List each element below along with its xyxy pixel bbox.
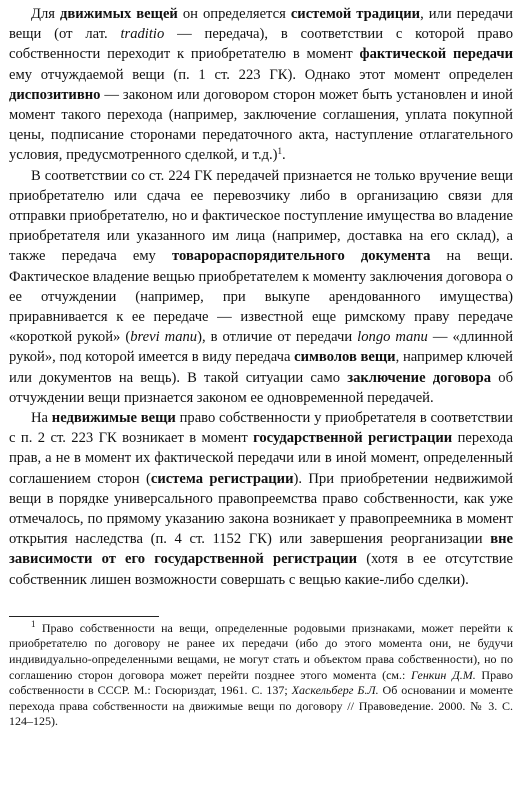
paragraph-immovable-things: [9, 408, 513, 590]
bold-term: вне зависимости от его государственной регистрации: [9, 531, 513, 568]
text-run: об отчуждении вещи признается законом ее одновременной передачей.: [9, 369, 514, 406]
footnote-separator: [9, 616, 159, 617]
text-run: ). При приобретении недвижимой вещи в порядке универсального правопреемства право собственности, как уже отмечалось, по прямому указанию закона возникает у правопреемника в момент открытия наследства (п. 4 ст. 1152 ГК) или завершения реорганизации: [9, 470, 513, 548]
bold-term: товарораспорядительного документа: [172, 248, 431, 265]
text-run: право собственности у приобретателя в соответствии с п. 2 ст. 223 ГК возникает в момент: [9, 410, 513, 447]
italic-term: brevi manu: [130, 329, 198, 346]
text-run: Право собственности на вещи, определенные родовыми признаками, может перейти к приобретателю по договору не ранее их передачи (ибо до этого момента они, не будучи индивидуально-определенными вещами, не могут стать и объектом права собственности), но по соглашению сторон договора может перейти позднее этого момента (см.:: [9, 620, 513, 682]
text-run: — «длинной рукой», под которой имеется в виду передача: [9, 329, 513, 366]
text-run: ), в отличие от передачи: [197, 329, 358, 346]
text-run: — законом или договором сторон может быть установлен и иной момент такого перехода (например, заключение соглашения, уплата покупной цены, подписание сторонами передаточного акта, наступление отлагательного условия, предусмотренного сделкой, и т.д.): [9, 86, 513, 164]
italic-term: Хаскельберг Б.Л.: [291, 683, 379, 698]
bold-term: символов вещи: [294, 349, 396, 366]
text-run: , например ключей или документов на вещь). В такой ситуации само: [9, 349, 513, 386]
italic-term: longo manu: [357, 329, 428, 346]
paragraph-transfer-definition: [9, 166, 513, 408]
footnote-marker: 1: [31, 618, 36, 629]
text-run: На: [31, 410, 52, 427]
bold-term: фактической передачи: [359, 46, 513, 63]
text-run: , или передачи вещи (от лат.: [9, 6, 513, 43]
text-run: (хотя в ее отсутствие собственник лишен возможности совершать с вещью какие-либо сделки).: [9, 551, 514, 588]
bold-term: системой традиции: [290, 6, 421, 22]
bold-term: система регистрации: [150, 470, 294, 487]
text-run: Об основании и моменте перехода права собственности на движимые вещи по договору // Правоведение. 2000. № 3. С. 124–125).: [9, 683, 513, 729]
italic-term: traditio: [120, 26, 165, 43]
text-run: ему отчуждаемой вещи (п. 1 ст. 223 ГК). Однако этот момент определен: [9, 66, 513, 83]
text-run: .: [282, 147, 286, 164]
paragraph-movable-things: [9, 4, 513, 166]
text-run: В соответствии со ст. 224 ГК передачей признается не только вручение вещи приобретателю или сдача ее перевозчику либо в организацию связи для отправки приобретателю, но и фактическое поступление имущества во владение приобретателя или указанного им лица (например, доставка на его склад), а также передача ему: [9, 167, 513, 265]
footnote-1: [9, 618, 514, 730]
bold-term: движимых вещей: [59, 6, 178, 22]
footnote-marker: 1: [277, 146, 283, 157]
italic-term: Генкин Д.М.: [411, 667, 476, 682]
bold-term: государственной регистрации: [253, 430, 453, 447]
text-run: на вещи. Фактическое владение вещью приобретателем к моменту заключения договора о ее отчуждении (например, при выкупе арендованного имущества) приравнивается к ее передаче — известной еще римскому праву передаче «короткой рукой» (: [9, 248, 513, 346]
bold-term: заключение договора: [347, 369, 492, 386]
text-run: — передача), в соответствии с которой право собственности переходит к приобретателю в момент: [9, 26, 513, 63]
text-run: Для: [31, 6, 60, 22]
bold-term: недвижимые вещи: [51, 410, 176, 427]
bold-term: диспозитивно: [9, 86, 101, 103]
text-run: перехода прав, а не в момент их фактической передачи или в иной момент, определенный соглашением сторон (: [9, 430, 513, 487]
text-run: Право собственности в СССР. М.: Госюриздат, 1961. С. 137;: [9, 667, 514, 698]
text-run: он определяется: [177, 6, 291, 22]
